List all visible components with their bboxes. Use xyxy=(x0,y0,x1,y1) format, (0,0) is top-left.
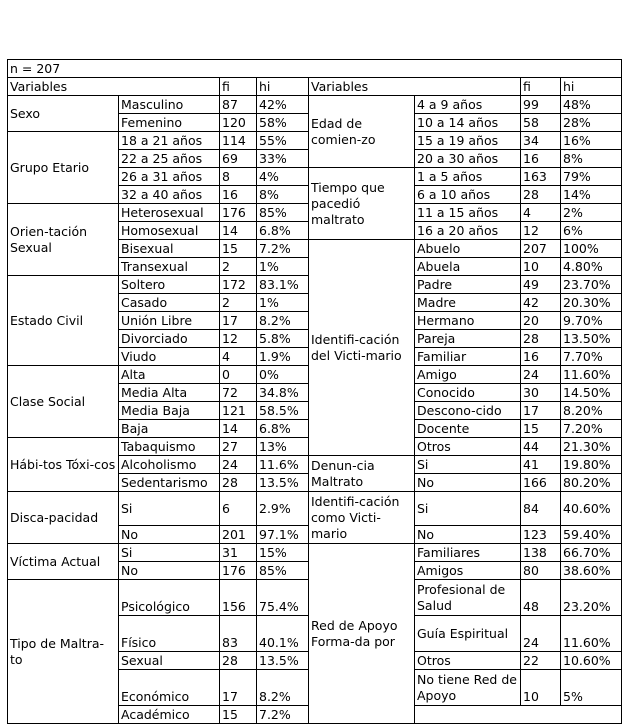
fi-cell: 8 xyxy=(220,168,257,186)
fi-cell: 2 xyxy=(220,258,257,276)
group-label: Clase Social xyxy=(8,366,119,438)
hi-cell: 8.20% xyxy=(561,402,622,420)
category-cell: Conocido xyxy=(415,384,521,402)
hi-cell: 59.40% xyxy=(561,526,622,544)
fi-cell: 12 xyxy=(521,222,561,240)
fi-cell: 17 xyxy=(220,312,257,330)
fi-cell: 14 xyxy=(220,222,257,240)
category-cell: 6 a 10 años xyxy=(415,186,521,204)
hi-cell: 42% xyxy=(257,96,309,114)
category-cell: 11 a 15 años xyxy=(415,204,521,222)
category-cell: Docente xyxy=(415,420,521,438)
hi-cell: 8% xyxy=(561,150,622,168)
hi-cell: 85% xyxy=(257,562,309,580)
header-variables-right: Variables xyxy=(309,78,521,96)
hi-cell: 40.1% xyxy=(257,616,309,652)
fi-cell: 6 xyxy=(220,492,257,526)
category-cell: Tabaquismo xyxy=(119,438,220,456)
fi-cell: 114 xyxy=(220,132,257,150)
category-cell: Económico xyxy=(119,670,220,706)
category-cell: Alta xyxy=(119,366,220,384)
fi-cell: 34 xyxy=(521,132,561,150)
hi-cell: 48% xyxy=(561,96,622,114)
hi-cell: 33% xyxy=(257,150,309,168)
category-cell: Media Baja xyxy=(119,402,220,420)
category-cell: Descono-cido xyxy=(415,402,521,420)
hi-cell: 75.4% xyxy=(257,580,309,616)
hi-cell: 40.60% xyxy=(561,492,622,526)
category-cell: 32 a 40 años xyxy=(119,186,220,204)
group-label: Orien-tación Sexual xyxy=(8,204,119,276)
hi-cell: 19.80% xyxy=(561,456,622,474)
category-cell: Baja xyxy=(119,420,220,438)
group-label: Sexo xyxy=(8,96,119,132)
hi-cell: 0% xyxy=(257,366,309,384)
category-cell: Si xyxy=(119,492,220,526)
fi-cell: 83 xyxy=(220,616,257,652)
fi-cell: 28 xyxy=(220,474,257,492)
hi-cell: 4% xyxy=(257,168,309,186)
hi-cell: 38.60% xyxy=(561,562,622,580)
hi-cell: 83.1% xyxy=(257,276,309,294)
hi-cell: 1.9% xyxy=(257,348,309,366)
hi-cell: 13.5% xyxy=(257,474,309,492)
category-cell: Homosexual xyxy=(119,222,220,240)
category-cell: 20 a 30 años xyxy=(415,150,521,168)
hi-cell: 58% xyxy=(257,114,309,132)
fi-cell: 28 xyxy=(521,330,561,348)
table-row xyxy=(8,544,622,562)
fi-cell: 172 xyxy=(220,276,257,294)
group-label: Tiempo que pacedió maltrato xyxy=(309,168,415,240)
category-cell: Pareja xyxy=(415,330,521,348)
fi-cell: 84 xyxy=(521,492,561,526)
fi-cell: 28 xyxy=(220,652,257,670)
fi-cell: 58 xyxy=(521,114,561,132)
hi-cell: 15% xyxy=(257,544,309,562)
hi-cell: 10.60% xyxy=(561,652,622,670)
category-cell: No xyxy=(415,526,521,544)
group-label: Identifi-cación como Victi-mario xyxy=(309,492,415,544)
category-cell: Alcoholismo xyxy=(119,456,220,474)
category-cell: Otros xyxy=(415,438,521,456)
header-fi-left: fi xyxy=(220,78,257,96)
category-cell: Heterosexual xyxy=(119,204,220,222)
category-cell: Académico xyxy=(119,706,220,724)
sample-size-row xyxy=(8,60,622,78)
category-cell: 4 a 9 años xyxy=(415,96,521,114)
fi-cell: 17 xyxy=(521,402,561,420)
category-cell: No tiene Red de Apoyo xyxy=(415,670,521,706)
fi-cell: 48 xyxy=(521,580,561,616)
category-cell: Soltero xyxy=(119,276,220,294)
table-row xyxy=(8,492,622,526)
header-fi-right: fi xyxy=(521,78,561,96)
category-cell: 10 a 14 años xyxy=(415,114,521,132)
hi-cell: 79% xyxy=(561,168,622,186)
hi-cell: 16% xyxy=(561,132,622,150)
fi-cell: 138 xyxy=(521,544,561,562)
category-cell: Profesional de Salud xyxy=(415,580,521,616)
hi-cell: 11.6% xyxy=(257,456,309,474)
group-label: Disca-pacidad xyxy=(8,492,119,544)
fi-cell: 20 xyxy=(521,312,561,330)
category-cell: 16 a 20 años xyxy=(415,222,521,240)
fi-cell: 4 xyxy=(220,348,257,366)
fi-cell: 27 xyxy=(220,438,257,456)
sample-size-cell: n = 207 xyxy=(8,60,622,78)
group-label: Víctima Actual xyxy=(8,544,119,580)
fi-cell: 16 xyxy=(220,186,257,204)
fi-cell: 15 xyxy=(220,240,257,258)
category-cell: Si xyxy=(119,544,220,562)
hi-cell: 66.70% xyxy=(561,544,622,562)
category-cell: 22 a 25 años xyxy=(119,150,220,168)
hi-cell: 14% xyxy=(561,186,622,204)
fi-cell: 69 xyxy=(220,150,257,168)
hi-cell: 5% xyxy=(561,670,622,706)
fi-cell: 14 xyxy=(220,420,257,438)
fi-cell: 28 xyxy=(521,186,561,204)
group-label: Identifi-cación del Victi-mario xyxy=(309,240,415,456)
category-cell: 1 a 5 años xyxy=(415,168,521,186)
fi-cell: 176 xyxy=(220,204,257,222)
hi-cell: 55% xyxy=(257,132,309,150)
category-cell: Transexual xyxy=(119,258,220,276)
fi-cell: 12 xyxy=(220,330,257,348)
group-label: Red de Apoyo Forma-da por xyxy=(309,544,415,724)
hi-cell: 9.70% xyxy=(561,312,622,330)
fi-cell: 121 xyxy=(220,402,257,420)
hi-cell: 1% xyxy=(257,294,309,312)
hi-cell: 6.8% xyxy=(257,222,309,240)
category-cell: Abuela xyxy=(415,258,521,276)
category-cell: Hermano xyxy=(415,312,521,330)
hi-cell: 7.2% xyxy=(257,706,309,724)
category-cell: Sexual xyxy=(119,652,220,670)
fi-cell: 17 xyxy=(220,670,257,706)
group-label: Denun-cia Maltrato xyxy=(309,456,415,492)
fi-cell: 163 xyxy=(521,168,561,186)
hi-cell: 11.60% xyxy=(561,616,622,652)
group-label: Hábi-tos Tóxi-cos xyxy=(8,438,119,492)
hi-cell: 8% xyxy=(257,186,309,204)
header-hi-right: hi xyxy=(561,78,622,96)
category-cell: 15 a 19 años xyxy=(415,132,521,150)
fi-cell: 44 xyxy=(521,438,561,456)
fi-cell: 176 xyxy=(220,562,257,580)
category-cell: 26 a 31 años xyxy=(119,168,220,186)
hi-cell: 8.2% xyxy=(257,670,309,706)
fi-cell: 49 xyxy=(521,276,561,294)
category-cell: Amigos xyxy=(415,562,521,580)
fi-cell: 22 xyxy=(521,652,561,670)
fi-cell: 16 xyxy=(521,348,561,366)
fi-cell: 166 xyxy=(521,474,561,492)
fi-cell: 156 xyxy=(220,580,257,616)
hi-cell: 11.60% xyxy=(561,366,622,384)
hi-cell: 6% xyxy=(561,222,622,240)
hi-cell: 34.8% xyxy=(257,384,309,402)
category-cell: Unión Libre xyxy=(119,312,220,330)
table-row xyxy=(8,96,622,114)
hi-cell: 1% xyxy=(257,258,309,276)
category-cell: Sedentarismo xyxy=(119,474,220,492)
hi-cell: 4.80% xyxy=(561,258,622,276)
group-label: Estado Civil xyxy=(8,276,119,366)
category-cell: Viudo xyxy=(119,348,220,366)
fi-cell: 123 xyxy=(521,526,561,544)
category-cell: No xyxy=(119,562,220,580)
fi-cell: 80 xyxy=(521,562,561,580)
fi-cell: 31 xyxy=(220,544,257,562)
fi-cell: 24 xyxy=(521,616,561,652)
category-cell: Femenino xyxy=(119,114,220,132)
category-cell: Casado xyxy=(119,294,220,312)
group-label: Edad de comien-zo xyxy=(309,96,415,168)
fi-cell: 24 xyxy=(220,456,257,474)
hi-cell: 8.2% xyxy=(257,312,309,330)
fi-cell: 30 xyxy=(521,384,561,402)
header-hi-left: hi xyxy=(257,78,309,96)
group-label: Tipo de Maltra-to xyxy=(8,580,119,724)
category-cell: No xyxy=(119,526,220,544)
hi-cell: 58.5% xyxy=(257,402,309,420)
category-cell: Familiares xyxy=(415,544,521,562)
hi-cell: 80.20% xyxy=(561,474,622,492)
category-cell: Amigo xyxy=(415,366,521,384)
hi-cell: 6.8% xyxy=(257,420,309,438)
empty-cell xyxy=(415,706,622,724)
fi-cell: 15 xyxy=(220,706,257,724)
fi-cell: 207 xyxy=(521,240,561,258)
hi-cell: 13% xyxy=(257,438,309,456)
hi-cell: 100% xyxy=(561,240,622,258)
category-cell: Si xyxy=(415,456,521,474)
hi-cell: 13.50% xyxy=(561,330,622,348)
group-label: Grupo Etario xyxy=(8,132,119,204)
hi-cell: 14.50% xyxy=(561,384,622,402)
fi-cell: 87 xyxy=(220,96,257,114)
fi-cell: 10 xyxy=(521,258,561,276)
category-cell: Padre xyxy=(415,276,521,294)
fi-cell: 0 xyxy=(220,366,257,384)
category-cell: No xyxy=(415,474,521,492)
hi-cell: 97.1% xyxy=(257,526,309,544)
fi-cell: 120 xyxy=(220,114,257,132)
hi-cell: 23.20% xyxy=(561,580,622,616)
fi-cell: 16 xyxy=(521,150,561,168)
category-cell: Media Alta xyxy=(119,384,220,402)
fi-cell: 4 xyxy=(521,204,561,222)
fi-cell: 24 xyxy=(521,366,561,384)
category-cell: Divorciado xyxy=(119,330,220,348)
hi-cell: 7.20% xyxy=(561,420,622,438)
category-cell: Otros xyxy=(415,652,521,670)
fi-cell: 41 xyxy=(521,456,561,474)
category-cell: Si xyxy=(415,492,521,526)
header-row xyxy=(8,78,622,96)
hi-cell: 2.9% xyxy=(257,492,309,526)
hi-cell: 23.70% xyxy=(561,276,622,294)
fi-cell: 72 xyxy=(220,384,257,402)
hi-cell: 85% xyxy=(257,204,309,222)
category-cell: Psicológico xyxy=(119,580,220,616)
hi-cell: 21.30% xyxy=(561,438,622,456)
fi-cell: 42 xyxy=(521,294,561,312)
data-table xyxy=(7,59,622,724)
category-cell: Masculino xyxy=(119,96,220,114)
fi-cell: 15 xyxy=(521,420,561,438)
category-cell: Físico xyxy=(119,616,220,652)
hi-cell: 28% xyxy=(561,114,622,132)
category-cell: Madre xyxy=(415,294,521,312)
fi-cell: 2 xyxy=(220,294,257,312)
header-variables-left: Variables xyxy=(8,78,220,96)
category-cell: Guía Espiritual xyxy=(415,616,521,652)
hi-cell: 7.2% xyxy=(257,240,309,258)
fi-cell: 99 xyxy=(521,96,561,114)
category-cell: Abuelo xyxy=(415,240,521,258)
fi-cell: 10 xyxy=(521,670,561,706)
hi-cell: 2% xyxy=(561,204,622,222)
hi-cell: 7.70% xyxy=(561,348,622,366)
category-cell: Familiar xyxy=(415,348,521,366)
hi-cell: 20.30% xyxy=(561,294,622,312)
category-cell: Bisexual xyxy=(119,240,220,258)
fi-cell: 201 xyxy=(220,526,257,544)
hi-cell: 5.8% xyxy=(257,330,309,348)
category-cell: 18 a 21 años xyxy=(119,132,220,150)
hi-cell: 13.5% xyxy=(257,652,309,670)
